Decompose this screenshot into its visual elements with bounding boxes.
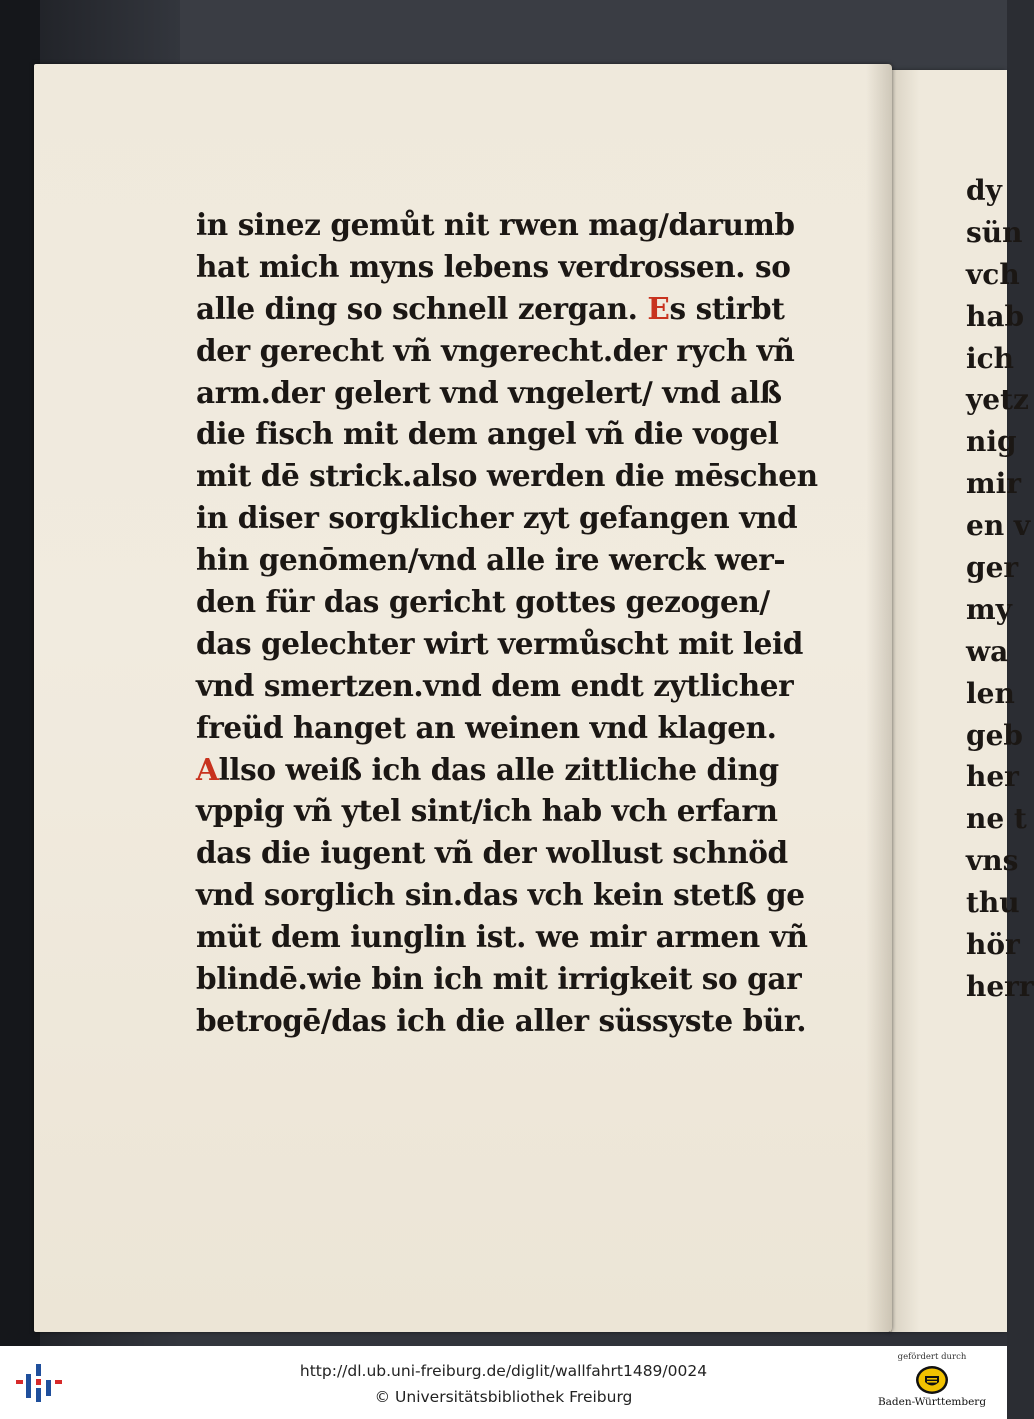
text-line: den für das gericht gottes gezogen/ (196, 584, 770, 620)
facing-line: dy (966, 174, 1002, 207)
facing-line: len (966, 676, 1015, 710)
text-line: blindē.wie bin ich mit irrigkeit so gar (196, 961, 802, 997)
baden-wuerttemberg-emblem-icon (915, 1365, 949, 1395)
facing-line: sün (966, 215, 1023, 249)
facing-line: ger (966, 551, 1019, 585)
facing-line: ich (966, 341, 1015, 375)
text-line: mit dē strick.also werden die mēschen (196, 458, 818, 494)
facing-line: hab (966, 299, 1025, 333)
text-line-part: llso weiß ich das alle zittliche ding (218, 751, 779, 787)
text-line: in diser sorgklicher zyt gefangen vnd (196, 500, 798, 536)
text-line: betrogē/das ich die aller süssyste bür. (196, 1002, 807, 1038)
facing-line: ne t (966, 802, 1027, 836)
facing-page-text (966, 170, 1034, 1008)
text-line: hat mich myns lebens verdrossen. so (196, 248, 791, 284)
text-line: die fisch mit dem angel vñ die vogel (196, 416, 779, 452)
rubricated-sentence-start: Es stirbt (647, 290, 785, 326)
rubricated-initial: A (196, 751, 219, 787)
text-line (196, 749, 796, 791)
copyright-notice: © Universitätsbibliothek Freiburg (374, 1388, 633, 1406)
facing-line: en v (966, 509, 1031, 543)
sponsor-badge[interactable] (872, 1352, 992, 1416)
sponsor-name: Baden-Württemberg (877, 1396, 987, 1408)
facing-line: her (966, 760, 1019, 794)
facing-line: wa (966, 634, 1009, 668)
facing-line: mir (966, 467, 1022, 501)
facing-line: vch (966, 257, 1020, 291)
text-line (196, 288, 796, 330)
facing-line: vns (966, 844, 1019, 878)
text-line: freüd hanget an weinen vnd klagen. (196, 709, 777, 745)
text-line: das die iugent vñ der wollust schnöd (196, 835, 788, 871)
facing-line: yetz (966, 383, 1029, 417)
text-line: vnd sorglich sin.das vch kein stetß ge (196, 877, 805, 913)
viewer-footer (0, 1346, 1007, 1419)
text-line: der gerecht vñ vngerecht.der rych vñ (196, 332, 795, 368)
facing-line: herr (966, 969, 1034, 1003)
cradle-top (180, 0, 1007, 70)
text-line: arm.der gelert vnd vngelert/ vnd alß (196, 374, 782, 410)
facing-line: geb (966, 718, 1023, 752)
text-line: hin genōmen/vnd alle ire werck wer- (196, 542, 786, 578)
text-line-part: alle ding so schnell zergan. (196, 290, 648, 326)
facing-line: thu (966, 886, 1020, 920)
facing-line: my (966, 592, 1012, 626)
facing-line: hör (966, 928, 1020, 962)
text-line: das gelechter wirt vermůscht mit leid (196, 625, 804, 661)
text-line: vnd smertzen.vnd dem endt zytlicher (196, 667, 794, 703)
sponsor-label: gefördert durch (897, 1352, 967, 1362)
page-text (196, 204, 818, 1042)
text-line: müt dem iunglin ist. we mir armen vñ (196, 919, 808, 955)
facing-line: nig (966, 425, 1017, 459)
permalink-url[interactable]: http://dl.ub.uni-freiburg.de/diglit/wallfahrt1489/0024 (299, 1362, 708, 1380)
text-line: in sinez gemůt nit rwen mag/darumb (196, 207, 795, 242)
text-line: vppig vñ ytel sint/ich hab vch erfarn (196, 793, 778, 829)
